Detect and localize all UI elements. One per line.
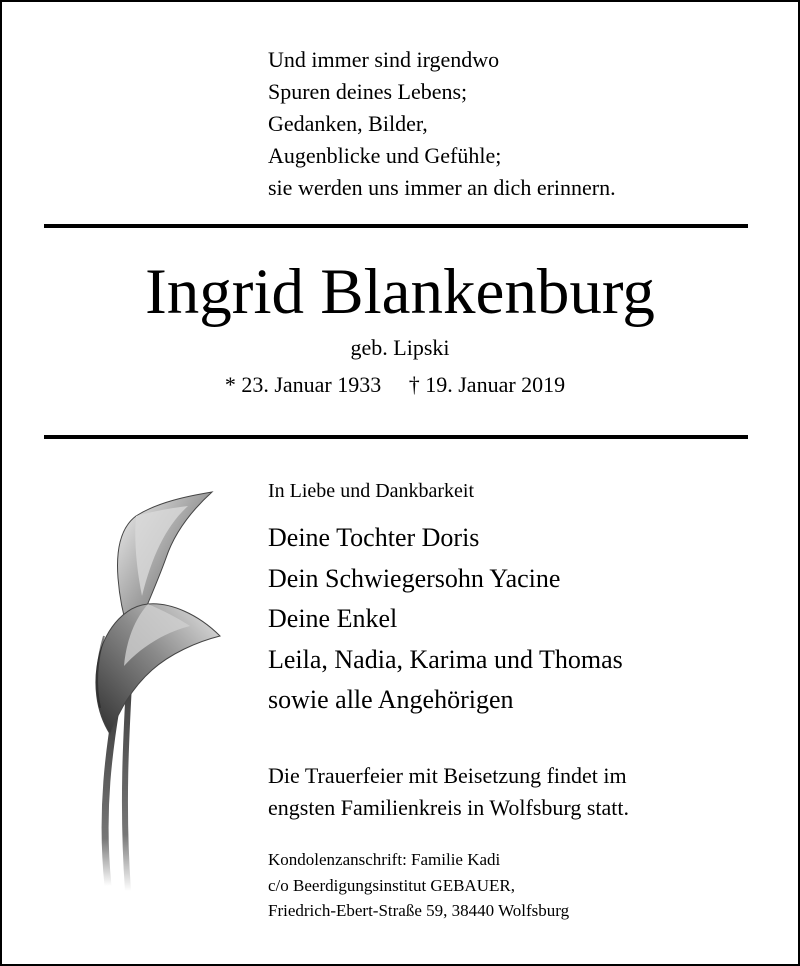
death-date: † 19. Januar 2019: [408, 372, 566, 397]
mourners-list: [268, 518, 623, 721]
poem-line: Spuren deines Lebens;: [268, 79, 468, 104]
condolence-address: [268, 847, 569, 924]
deceased-name: Ingrid Blankenburg: [145, 256, 655, 328]
poem-line: Augenblicke und Gefühle;: [268, 143, 502, 168]
address-line: Friedrich-Ebert-Straße 59, 38440 Wolfsburg: [268, 901, 570, 920]
notice-line: Die Trauerfeier mit Beisetzung findet im: [268, 763, 627, 788]
life-dates: [0, 370, 790, 400]
notice-line: engsten Familienkreis in Wolfsburg statt.: [268, 795, 629, 820]
mourner-line: Dein Schwiegersohn Yacine: [268, 563, 561, 593]
service-notice: [268, 760, 629, 824]
address-line: c/o Beerdigungsinstitut GEBAUER,: [268, 875, 515, 895]
poem: [268, 44, 616, 204]
poem-line: sie werden uns immer an dich erinnern.: [268, 175, 616, 200]
birth-date: * 23. Januar 1933: [224, 372, 382, 397]
mourners-intro: In Liebe und Dankbarkeit: [268, 480, 475, 502]
calla-lily-icon: [70, 486, 240, 896]
maiden-name: geb. Lipski: [350, 335, 450, 360]
mourner-line: sowie alle Angehörigen: [268, 685, 514, 714]
bottom-divider: [44, 435, 748, 439]
address-line: Kondolenzanschrift: Familie Kadi: [268, 850, 501, 869]
mourner-line: Deine Tochter Doris: [268, 523, 480, 552]
poem-line: Und immer sind irgendwo: [268, 47, 500, 72]
mourner-line: Leila, Nadia, Karima und Thomas: [268, 644, 623, 674]
poem-line: Gedanken, Bilder,: [268, 111, 428, 136]
mourner-line: Deine Enkel: [268, 604, 398, 633]
top-divider: [44, 224, 748, 228]
